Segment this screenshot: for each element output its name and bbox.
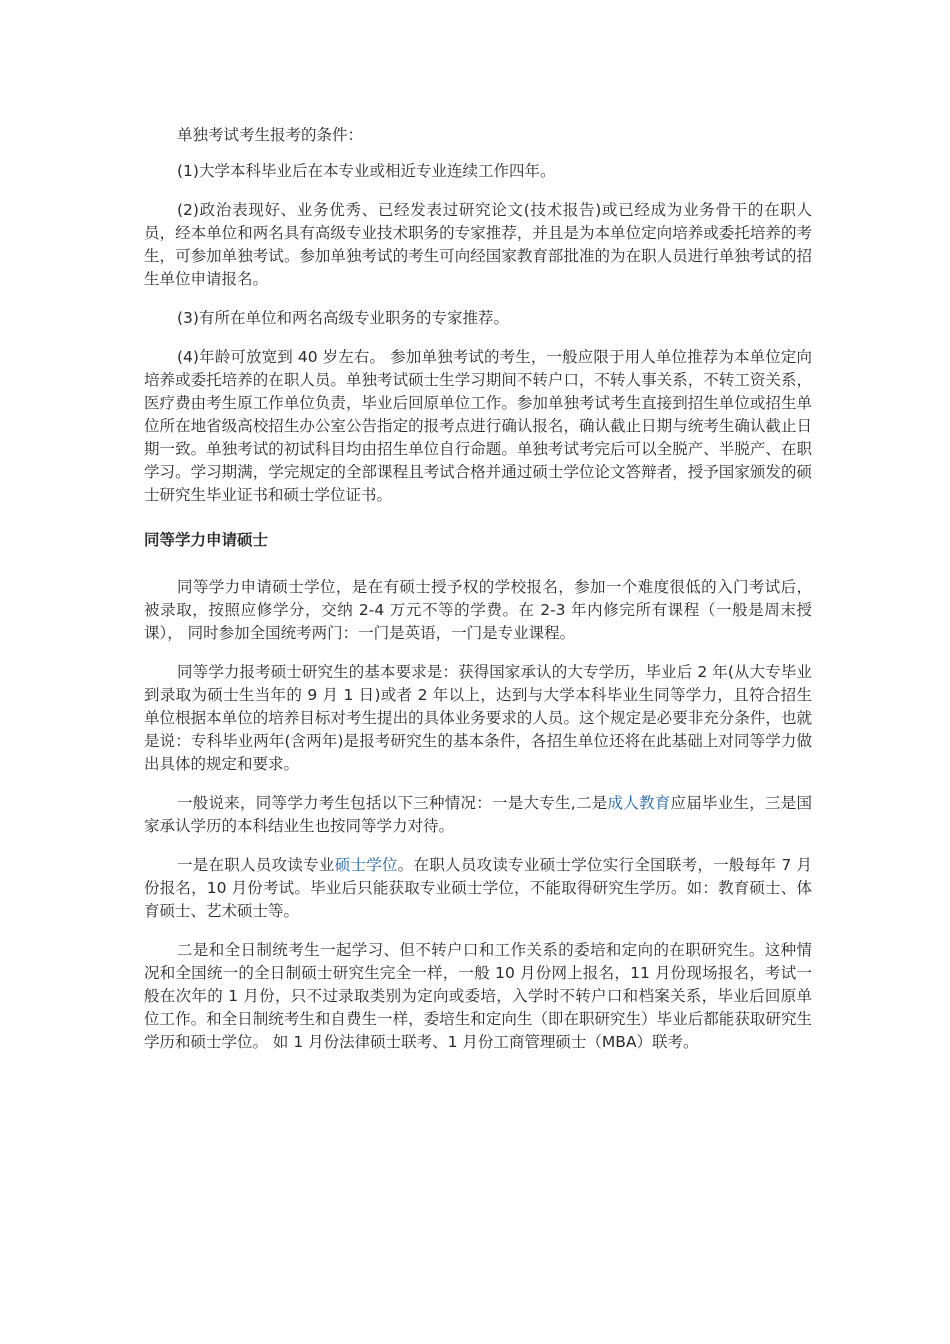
section-title-equivalent: 同等学力申请硕士 <box>144 531 269 549</box>
condition-2: (2)政治表现好、业务优秀、已经发表过研究论文(技术报告)或已经成为业务骨干的在职人员，经本单位和两名具有高级专业技术职务的专家推荐，并且是为本单位定向培养或委托培养的考生，可参加单独考试。参加单独考试的考生可向经国家教育部批准的为在职人员进行单独考试的招生单位申请报名。 <box>144 201 812 288</box>
single-exam-heading: 单独考试考生报考的条件： <box>177 126 364 144</box>
paragraph-4-text-before: 一是在职人员攻读专业 <box>177 856 335 874</box>
equivalent-paragraph-4 <box>144 854 812 923</box>
document-body <box>144 124 812 1054</box>
equivalent-paragraph-3 <box>144 792 812 838</box>
paragraph-3-text-after: 应届毕业生，三是国家承认学历的本科结业生也按同等学力对待。 <box>144 794 812 835</box>
condition-1: (1)大学本科毕业后在本专业或相近专业连续工作四年。 <box>177 162 556 180</box>
paragraph-4-text-after: 。在职人员攻读专业硕士学位实行全国联考，一般每年 7 月份报名，10 月份考试。毕业后只能获取专业硕士学位，不能取得研究生学历。如：教育硕士、体育硕士、艺术硕士等。 <box>144 856 812 920</box>
condition-4: (4)年龄可放宽到 40 岁左右。 参加单独考试的考生，一般应限于用人单位推荐为本单位定向培养或委托培养的在职人员。单独考试硕士生学习期间不转户口，不转人事关系，不转工资关系，医疗费由考生原工作单位负责，毕业后回原单位工作。参加单独考试考生直接到招生单位或招生单位所在地省级高校招生办公室公告指定的报考点进行确认报名，确认截止日期与统考生确认截止日期一致。单独考试的初试科目均由招生单位自行命题。单独考试考完后可以全脱产、半脱产、在职学习。学习期满，学完规定的全部课程且考试合格并通过硕士学位论文答辩者，授予国家颁发的硕士研究生毕业证书和硕士学位证书。 <box>144 348 812 504</box>
equivalent-paragraph-1: 同等学力申请硕士学位，是在有硕士授予权的学校报名，参加一个难度很低的入门考试后，被录取，按照应修学分，交纳 2-4 万元不等的学费。在 2-3 年内修完所有课程（一般是周末授课）， 同时参加全国统考两门：一门是英语，一门是专业课程。 <box>144 578 812 642</box>
adult-education-link[interactable]: 成人教育 <box>607 794 671 812</box>
equivalent-paragraph-5: 二是和全日制统考生一起学习、但不转户口和工作关系的委培和定向的在职研究生。这种情况和全国统一的全日制硕士研究生完全一样，一般 10 月份网上报名，11 月份现场报名，考试一般在次年的 1 月份，只不过录取类别为定向或委培，入学时不转户口和档案关系，毕业后回原单位工作。和全日制统考生和自费生一样，委培生和定向生（即在职研究生）毕业后都能获取研究生学历和硕士学位。 如 1 月份法律硕士联考、1 月份工商管理硕士（MBA）联考。 <box>144 941 812 1051</box>
equivalent-paragraph-2: 同等学力报考硕士研究生的基本要求是：获得国家承认的大专学历，毕业后 2 年(从大专毕业到录取为硕士生当年的 9 月 1 日)或者 2 年以上，达到与大学本科毕业生同等学力，且符合招生单位根据本单位的培养目标对考生提出的具体业务要求的人员。这个规定是必要非充分条件，也就是说：专科毕业两年(含两年)是报考研究生的基本条件，各招生单位还将在此基础上对同等学力做出具体的规定和要求。 <box>144 663 812 773</box>
paragraph-3-text-before: 一般说来，同等学力考生包括以下三种情况：一是大专生,二是 <box>177 794 608 812</box>
masters-degree-link[interactable]: 硕士学位 <box>334 856 398 874</box>
condition-3: (3)有所在单位和两名高级专业职务的专家推荐。 <box>177 309 509 327</box>
